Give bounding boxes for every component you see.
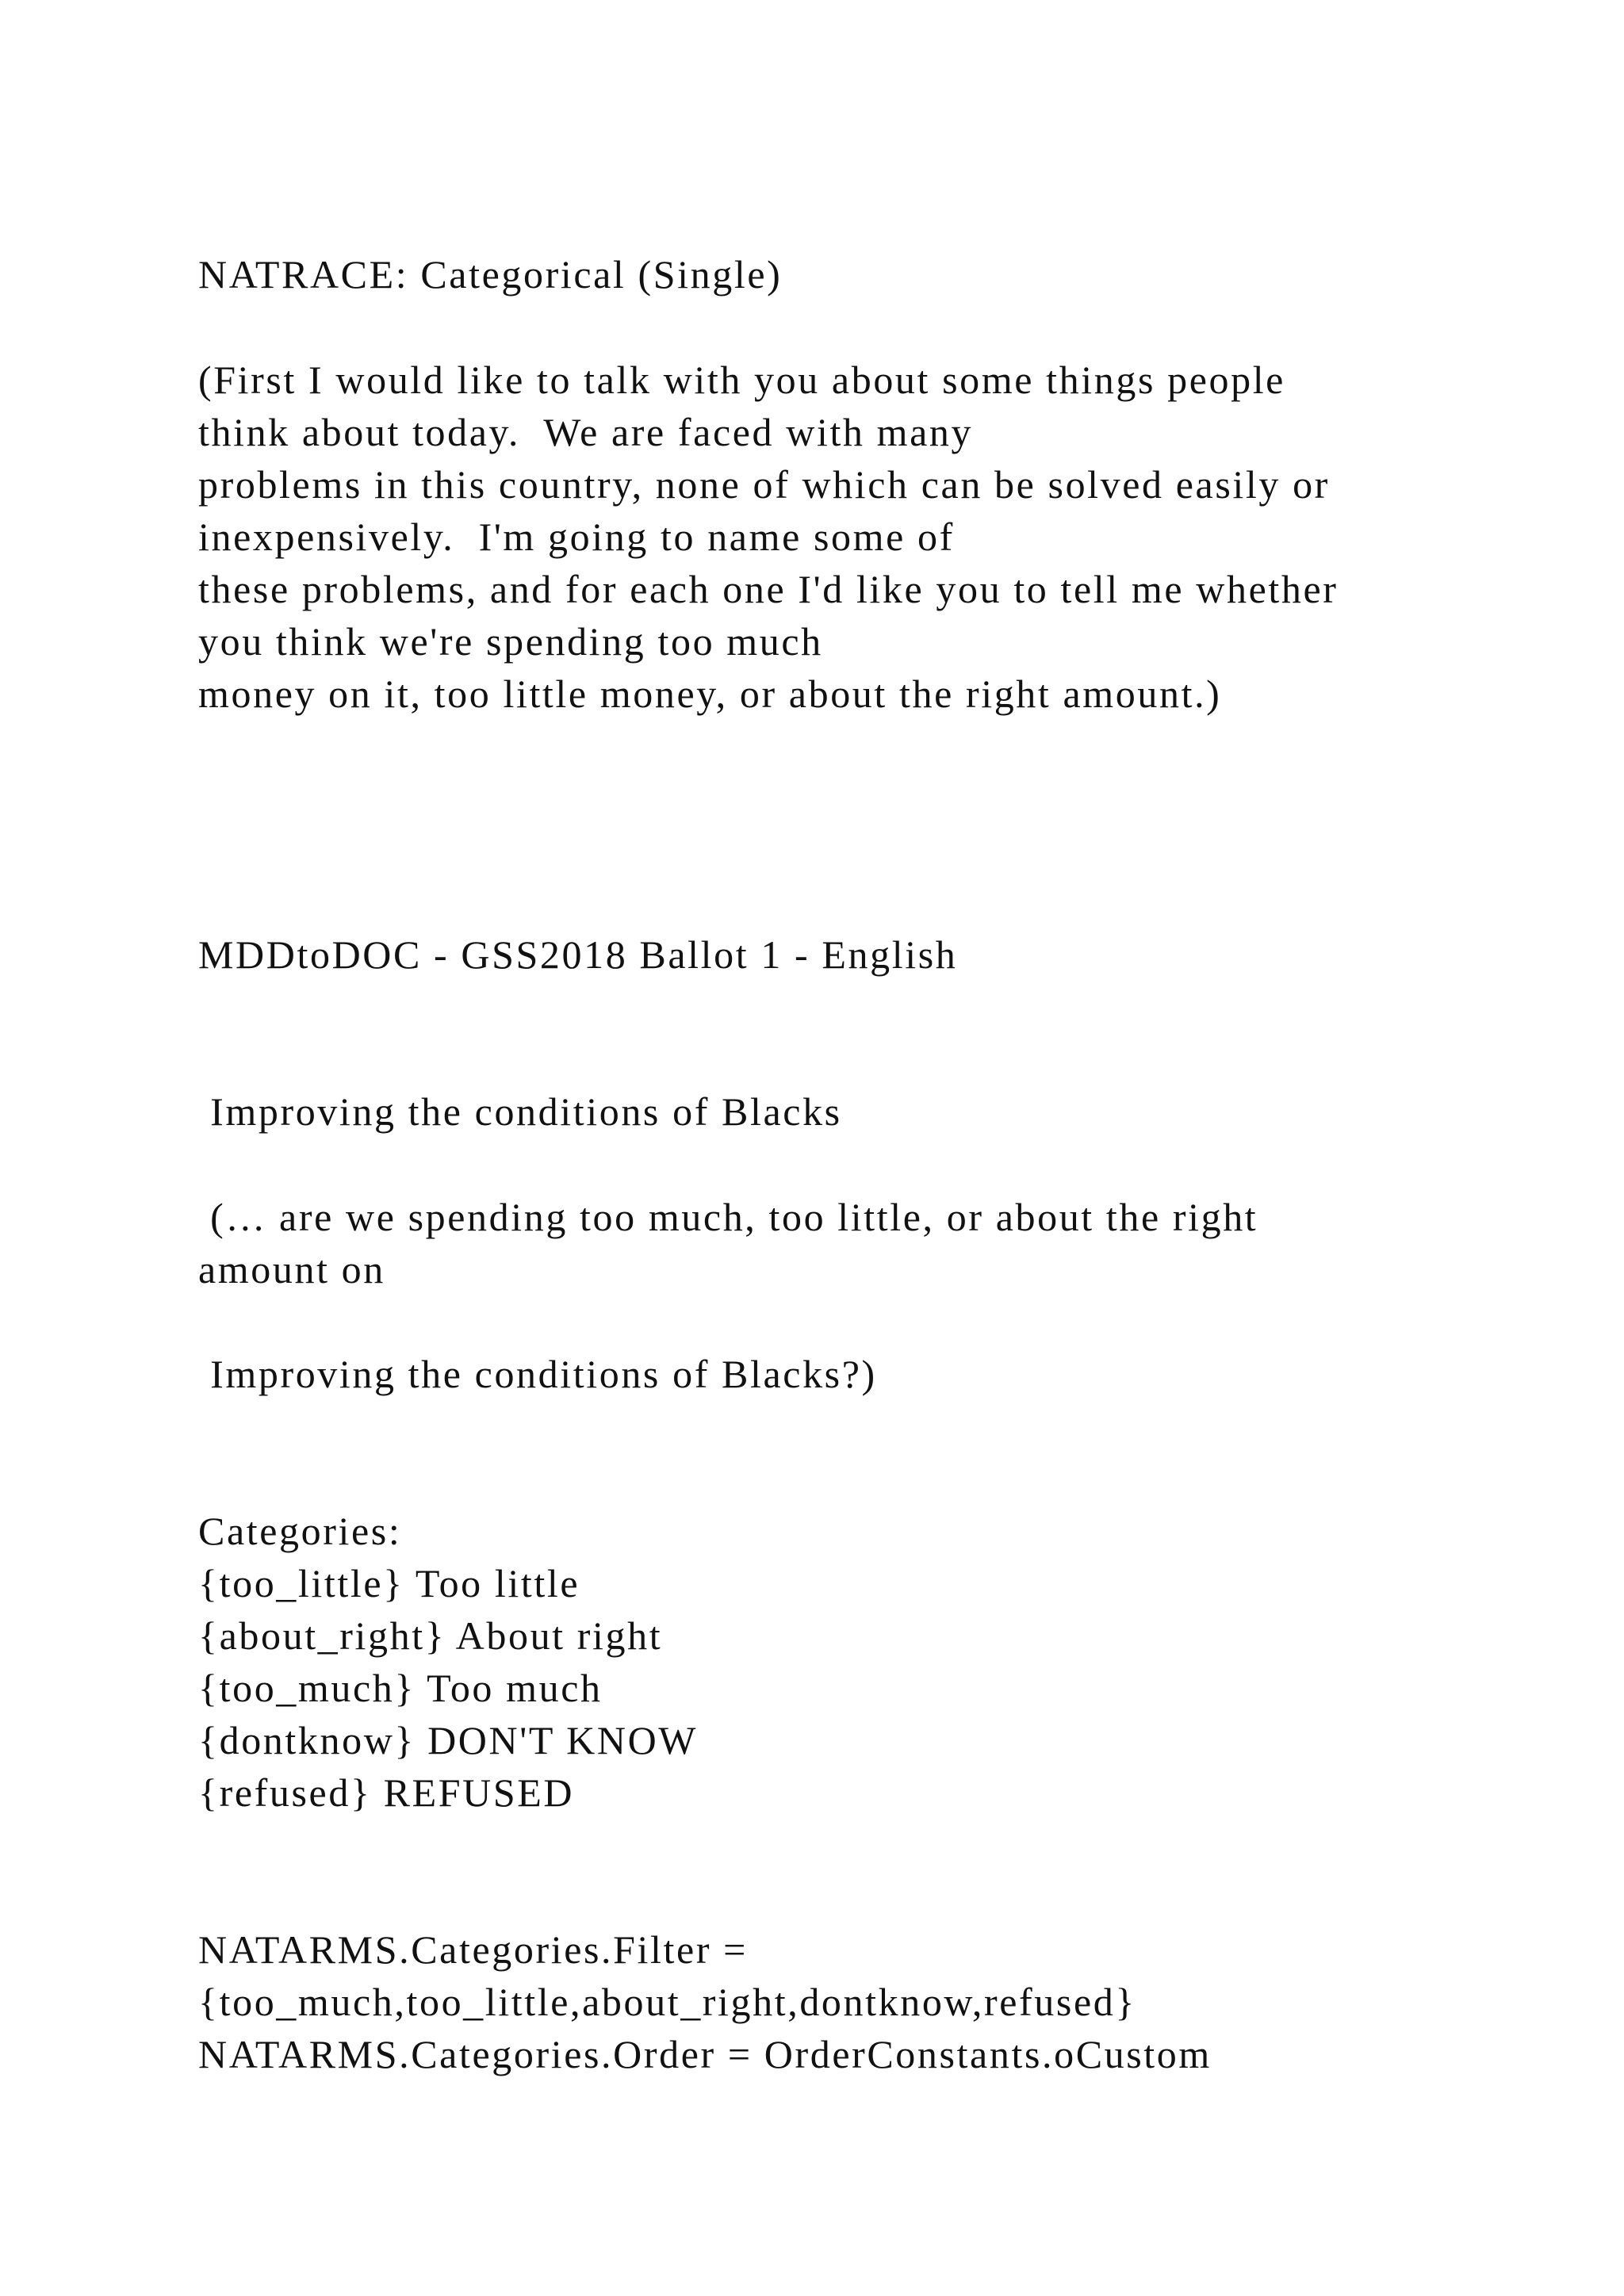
preamble-line-1: (First I would like to talk with you about some things people <box>198 358 1285 402</box>
category-item: {too_much} Too much <box>198 1666 603 1710</box>
source-title: MDDtoDOC - GSS2018 Ballot 1 - English <box>198 932 958 977</box>
code-line-filter-values: {too_much,too_little,about_right,dontknow,refused} <box>198 1980 1136 2024</box>
preamble-line-3: problems in this country, none of which can be solved easily or <box>198 462 1330 507</box>
code-line-filter: NATARMS.Categories.Filter = <box>198 1927 748 1972</box>
preamble-line-6: you think we're spending too much <box>198 619 823 664</box>
code-line-order: NATARMS.Categories.Order = OrderConstants.oCustom <box>198 2032 1212 2076</box>
question-header: NATRACE: Categorical (Single) <box>198 252 783 297</box>
preamble-line-7: money on it, too little money, or about the right amount.) <box>198 672 1222 716</box>
preamble-line-5: these problems, and for each one I'd like you to tell me whether <box>198 567 1339 611</box>
category-item: {dontknow} DON'T KNOW <box>198 1718 699 1762</box>
preamble-line-4: inexpensively. I'm going to name some of <box>198 515 955 559</box>
categories-label: Categories: <box>198 1509 402 1553</box>
item-prompt-line-2: amount on <box>198 1247 385 1292</box>
category-item: {about_right} About right <box>198 1613 663 1658</box>
category-item: {too_little} Too little <box>198 1561 580 1605</box>
item-topic-repeat: Improving the conditions of Blacks?) <box>198 1352 877 1396</box>
item-topic: Improving the conditions of Blacks <box>198 1089 842 1134</box>
preamble-line-2: think about today. We are faced with many <box>198 410 974 454</box>
item-prompt-line-1: (… are we spending too much, too little, or about the right <box>198 1195 1258 1239</box>
category-item: {refused} REFUSED <box>198 1770 575 1815</box>
